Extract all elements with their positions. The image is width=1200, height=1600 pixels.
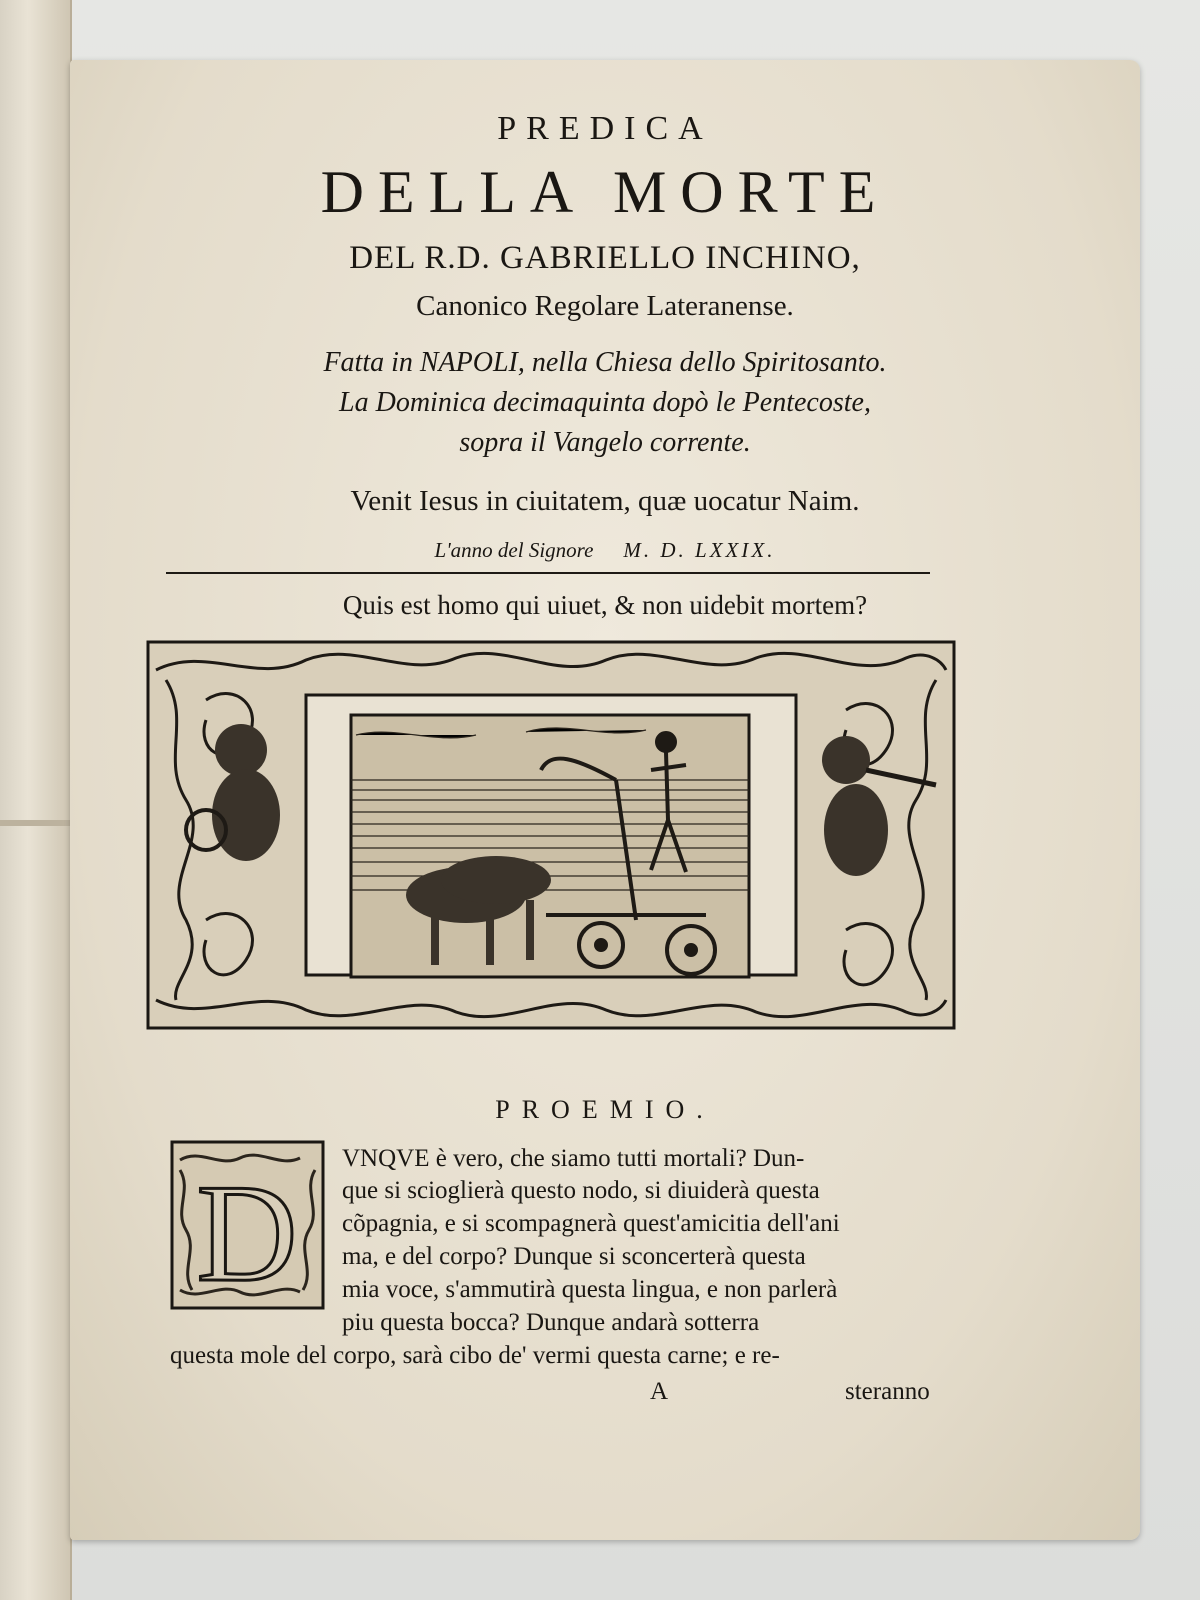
proemio-line: questa mole del corpo, sarà cibo de' vermi questa carne; e re-	[170, 1342, 780, 1369]
title-line-della-morte: DELLA MORTE	[320, 159, 890, 225]
death-scene	[351, 715, 749, 977]
year-label: L'anno del Signore	[434, 538, 594, 562]
title-line-predica: PREDICA	[497, 110, 713, 147]
year-value: M. D. LXXIX.	[623, 538, 776, 562]
decorated-initial-d	[170, 1140, 325, 1310]
woodcut-illustration	[146, 640, 956, 1030]
motto-line: Quis est homo qui uiuet, & non uidebit mortem?	[342, 590, 868, 620]
verse-line: Venit Iesus in ciuitatem, quæ uocatur Naim.	[350, 485, 860, 517]
book-binding	[0, 0, 72, 1600]
proemio-heading: PROEMIO.	[495, 1095, 715, 1124]
proemio-line: mia voce, s'ammutirà questa lingua, e non parlerà	[342, 1276, 838, 1303]
horizontal-rule	[166, 572, 930, 574]
gospel-line: sopra il Vangelo corrente.	[459, 427, 751, 458]
year-line	[70, 538, 1140, 563]
place-line: Fatta in NAPOLI, nella Chiesa dello Spiritosanto.	[323, 347, 887, 378]
author-line: DEL R.D. GABRIELLO INCHINO,	[349, 240, 861, 276]
title-page	[70, 60, 1140, 1540]
signature-mark: A	[650, 1378, 669, 1405]
proemio-line: ma, e del corpo? Dunque si sconcerterà questa	[342, 1243, 806, 1270]
proemio-line: VNQVE è vero, che siamo tutti mortali? Dun-	[342, 1145, 805, 1172]
catchword: steranno	[845, 1378, 930, 1405]
proemio-line: cõpagnia, e si scompagnerà quest'amicitia dell'ani	[342, 1210, 840, 1237]
initial-letter: D	[196, 1156, 298, 1310]
day-line: La Dominica decimaquinta dopò le Pentecoste,	[339, 387, 871, 418]
proemio-line: que si scioglierà questo nodo, si diuiderà questa	[342, 1177, 820, 1204]
proemio-line: piu questa bocca? Dunque andarà sotterra	[342, 1309, 760, 1336]
order-line: Canonico Regolare Lateranense.	[416, 290, 794, 322]
